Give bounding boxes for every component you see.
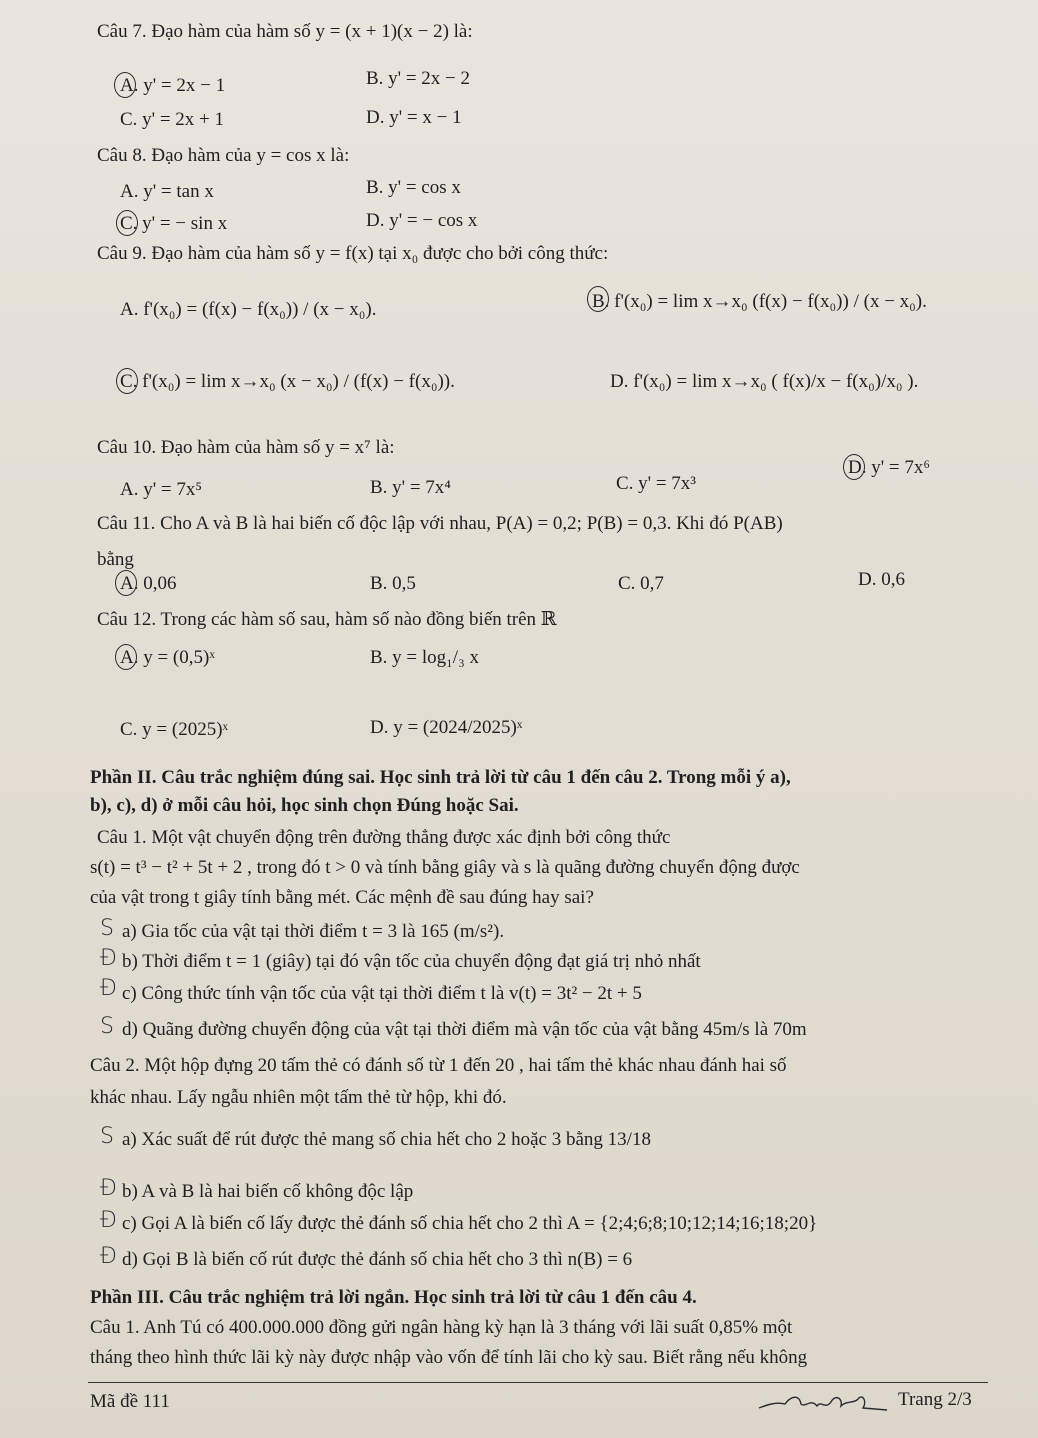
q9-stem: Câu 9. Đạo hàm của hàm số y = f(x) tại x₀ được cho bởi công thức: [97, 243, 609, 264]
part2-q2-b: b) A và B là hai biến cố không độc lập [122, 1181, 414, 1202]
part3-title: Phần III. Câu trắc nghiệm trả lời ngắn. Học sinh trả lời từ câu 1 đến câu 4. [90, 1287, 697, 1308]
sai-mark-icon: S [100, 1124, 114, 1149]
answer-circle-mark [114, 72, 136, 98]
answer-circle-mark [587, 286, 609, 312]
page-number: Trang 2/3 [898, 1389, 972, 1410]
part2-q2-a: a) Xác suất để rút được thẻ mang số chia hết cho 2 hoặc 3 bằng 13/18 [122, 1129, 651, 1150]
part2-title-line2: b), c), d) ở mỗi câu hỏi, học sinh chọn Đúng hoặc Sai. [90, 795, 519, 816]
q8-option-d: D. y' = − cos x [366, 210, 478, 231]
q10-option-a: A. y' = 7x⁵ [120, 479, 202, 500]
q9-option-b: B. f'(x₀) = lim x→x₀ (f(x) − f(x₀)) / (x − x₀). [592, 291, 927, 312]
q7-option-d: D. y' = x − 1 [366, 107, 462, 128]
q8-option-b: B. y' = cos x [366, 177, 461, 198]
q10-option-c: C. y' = 7x³ [616, 473, 697, 494]
q12-option-d: D. y = (2024/2025)ˣ [370, 717, 523, 738]
dung-mark-icon: Đ [100, 1244, 118, 1269]
answer-circle-mark [115, 570, 137, 596]
q7-option-b: B. y' = 2x − 2 [366, 68, 471, 89]
q9-option-c: C. f'(x₀) = lim x→x₀ (x − x₀) / (f(x) − f(x₀)). [120, 371, 455, 392]
q12-option-c: C. y = (2025)ˣ [120, 719, 229, 740]
q7-option-c: C. y' = 2x + 1 [120, 109, 225, 130]
part2-title-line1: Phần II. Câu trắc nghiệm đúng sai. Học sinh trả lời từ câu 1 đến câu 2. Trong mỗi ý a), [90, 767, 791, 788]
answer-circle-mark [115, 644, 137, 670]
signature-icon [755, 1386, 895, 1420]
q8-stem: Câu 8. Đạo hàm của y = cos x là: [97, 145, 350, 166]
dung-mark-icon: Đ [100, 976, 118, 1001]
exam-code: Mã đề 111 [90, 1391, 170, 1412]
q11-option-d: D. 0,6 [858, 569, 905, 590]
q8-option-a: A. y' = tan x [120, 181, 214, 202]
footer-divider [88, 1382, 988, 1383]
part3-q1-line1: Câu 1. Anh Tú có 400.000.000 đồng gửi ngân hàng kỳ hạn là 3 tháng với lãi suất 0,85% một [90, 1317, 793, 1338]
q11-stem: Câu 11. Cho A và B là hai biến cố độc lập với nhau, P(A) = 0,2; P(B) = 0,3. Khi đó P(AB) [97, 513, 783, 534]
dung-mark-icon: Đ [100, 1176, 118, 1201]
part2-q2-line2: khác nhau. Lấy ngẫu nhiên một tấm thẻ từ hộp, khi đó. [90, 1087, 507, 1108]
part2-q2-c: c) Gọi A là biến cố lấy được thẻ đánh số chia hết cho 2 thì A = {2;4;6;8;10;12;14;16;18;20} [122, 1213, 818, 1234]
q10-option-b: B. y' = 7x⁴ [370, 477, 451, 498]
part3-q1-line2: tháng theo hình thức lãi kỳ này được nhập vào vốn để tính lãi cho kỳ sau. Biết rằng nếu không [90, 1347, 808, 1368]
part2-q1-d: d) Quãng đường chuyển động của vật tại thời điểm mà vận tốc của vật bằng 45m/s là 70m [122, 1019, 807, 1040]
dung-mark-icon: Đ [100, 1208, 118, 1233]
sai-mark-icon: S [100, 1014, 114, 1039]
part2-q1-line1: Câu 1. Một vật chuyển động trên đường thẳng được xác định bởi công thức [97, 827, 671, 848]
part2-q2-line1: Câu 2. Một hộp đựng 20 tấm thẻ có đánh số từ 1 đến 20 , hai tấm thẻ khác nhau đánh hai số [90, 1055, 787, 1076]
q9-option-a: A. f'(x₀) = (f(x) − f(x₀)) / (x − x₀). [120, 299, 377, 320]
q11-option-b: B. 0,5 [370, 573, 416, 594]
sai-mark-icon: S [100, 916, 114, 941]
q10-option-d: D. y' = 7x⁶ [848, 457, 930, 478]
part2-q1-line3: của vật trong t giây tính bằng mét. Các mệnh đề sau đúng hay sai? [90, 887, 594, 908]
q11-option-c: C. 0,7 [618, 573, 664, 594]
part2-q1-line2: s(t) = t³ − t² + 5t + 2 , trong đó t > 0 và tính bằng giây và s là quãng đường chuyển động được [90, 857, 800, 878]
q11-stem-continued: bằng [97, 549, 134, 570]
part2-q2-d: d) Gọi B là biến cố rút được thẻ đánh số chia hết cho 3 thì n(B) = 6 [122, 1249, 633, 1270]
q11-option-a: A. 0,06 [120, 573, 177, 594]
answer-circle-mark [116, 368, 138, 394]
answer-circle-mark [843, 454, 865, 480]
part2-q1-a: a) Gia tốc của vật tại thời điểm t = 3 là 165 (m/s²). [122, 921, 505, 942]
part2-q1-c: c) Công thức tính vận tốc của vật tại thời điểm t là v(t) = 3t² − 2t + 5 [122, 983, 642, 1004]
q10-stem: Câu 10. Đạo hàm của hàm số y = x⁷ là: [97, 437, 395, 458]
part2-q1-b: b) Thời điểm t = 1 (giây) tại đó vận tốc của chuyển động đạt giá trị nhỏ nhất [122, 951, 701, 972]
q9-option-d: D. f'(x₀) = lim x→x₀ ( f(x)/x − f(x₀)/x₀ ). [610, 371, 919, 392]
q12-option-b: B. y = log₁/₃ x [370, 647, 479, 668]
q12-stem: Câu 12. Trong các hàm số sau, hàm số nào đồng biến trên ℝ [97, 609, 557, 630]
q8-option-c: C. y' = − sin x [120, 213, 228, 234]
dung-mark-icon: Đ [100, 946, 118, 971]
q12-option-a: A. y = (0,5)ˣ [120, 647, 215, 668]
q7-stem: Câu 7. Đạo hàm của hàm số y = (x + 1)(x − 2) là: [97, 21, 473, 42]
answer-circle-mark [116, 210, 138, 236]
q7-option-a: A. y' = 2x − 1 [120, 75, 226, 96]
